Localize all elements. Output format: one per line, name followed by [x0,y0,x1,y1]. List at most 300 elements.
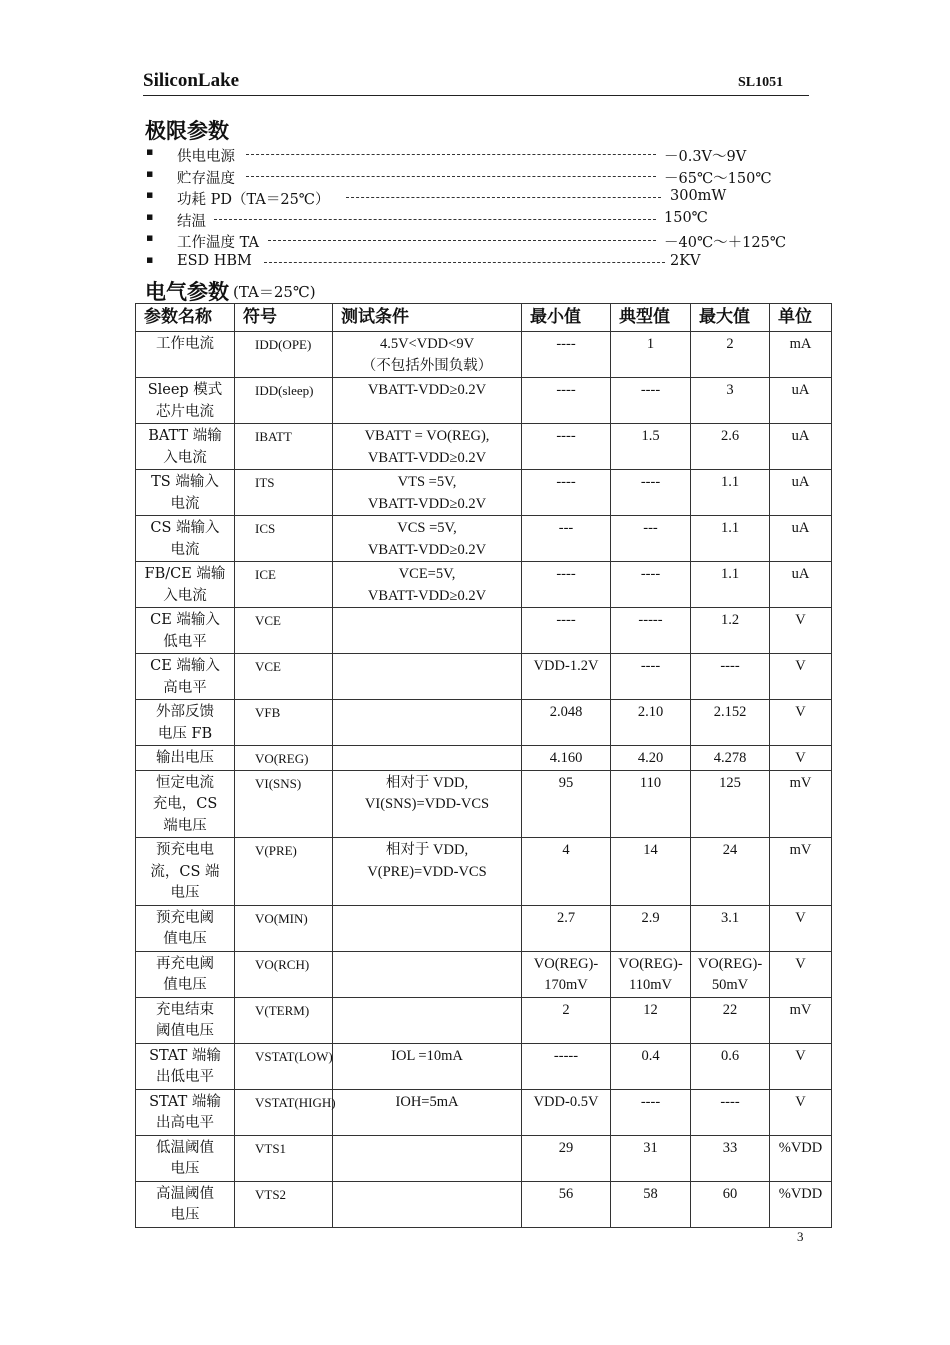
table-header-row [136,304,832,332]
unit-cell: V [770,951,832,997]
typ-value-cell [611,608,691,654]
leader-dashes [214,219,656,220]
cell-line: STAT 端输 [149,1047,221,1064]
limit-value: 2KV [670,252,701,269]
unit-cell: V [770,905,832,951]
cell-line: 31 [643,1139,658,1156]
table-row [136,1089,832,1135]
page-number: 3 [797,1229,804,1244]
cell-line: ---- [556,612,576,628]
cell-line: 110 [639,774,662,791]
header-min: 最小值 [522,304,611,332]
test-condition-cell [333,608,522,654]
cell-line: 4.278 [713,750,747,766]
test-condition-cell [333,424,522,470]
cell-line: 低电平 [163,633,207,650]
test-condition-cell [333,1181,522,1227]
cell-line: ---- [640,382,661,398]
param-name-cell [136,1181,235,1227]
cell-line: ---- [720,658,740,674]
test-condition-cell [333,654,522,700]
symbol-cell: V(TERM) [235,997,333,1043]
min-value-cell [522,470,611,516]
cell-line: 12 [643,1001,658,1018]
cell-line: VO(REG)- [697,955,763,972]
symbol-cell: VSTAT(HIGH) [235,1089,333,1135]
symbol-cell: VFB [235,700,333,746]
table-row [136,1181,832,1227]
param-name-cell [136,332,235,378]
cell-line: 2.10 [637,704,664,720]
param-name-cell [136,562,235,608]
cell-line: 入电流 [163,449,207,466]
max-value-cell [691,470,770,516]
cell-line: 相对于 VDD, [385,842,469,858]
table-row [136,562,832,608]
symbol-cell: VO(RCH) [235,951,333,997]
cell-line: 外部反馈 [156,704,214,720]
param-name-cell [136,951,235,997]
table-row [136,905,832,951]
typ-value-cell [611,770,691,838]
max-value-cell [691,1043,770,1089]
electrical-condition: (TA＝25℃) [233,283,316,301]
cell-line: IOL =10mA [391,1047,463,1064]
symbol-cell: ITS [235,470,333,516]
cell-line: ----- [553,1047,579,1064]
cell-line: 高电平 [163,679,207,696]
max-value-cell [691,838,770,906]
cell-line: VBATT-VDD≥0.2V [367,382,487,398]
test-condition-cell [333,1135,522,1181]
param-name-cell [136,997,235,1043]
table-row [136,746,832,771]
cell-line: 14 [643,842,658,858]
param-name-cell [136,654,235,700]
leader-dashes [246,154,656,155]
electrical-params-table [135,303,832,1228]
limit-label: 工作温度 TA [177,235,259,251]
header-symbol: 符号 [235,304,333,332]
min-value-cell [522,1181,611,1227]
header-model: SL1051 [738,75,784,90]
min-value-cell [522,700,611,746]
typ-value-cell [611,378,691,424]
cell-line: 3 [726,382,734,398]
test-condition-cell [333,838,522,906]
cell-line: --- [643,520,658,536]
cell-line: 4.160 [549,750,583,766]
max-value-cell [691,1089,770,1135]
min-value-cell [522,838,611,906]
cell-line: 电压 FB [157,725,213,742]
unit-cell: mV [770,838,832,906]
min-value-cell [522,746,611,771]
table-row [136,470,832,516]
max-value-cell [691,997,770,1043]
cell-line: ---- [720,1093,740,1110]
typ-value-cell [611,562,691,608]
max-value-cell [691,1181,770,1227]
leader-dashes [346,197,661,198]
cell-line: 2 [726,336,734,352]
cell-line: 1 [646,336,655,352]
min-value-cell [522,1135,611,1181]
max-value-cell [691,378,770,424]
cell-line: VBATT-VDD≥0.2V [367,495,487,512]
cell-line: 1.5 [641,428,660,444]
unit-cell: uA [770,470,832,516]
param-name-cell [136,746,235,771]
symbol-cell: IBATT [235,424,333,470]
leader-dashes [246,176,656,177]
typ-value-cell [611,1181,691,1227]
header-max: 最大值 [691,304,770,332]
bullet-icon: ▪ [146,252,154,266]
cell-line: 端电压 [163,817,207,834]
min-value-cell [522,516,611,562]
cell-line: 22 [722,1001,738,1018]
cell-line: ---- [556,428,576,444]
cell-line: 0.6 [720,1047,740,1064]
typ-value-cell [611,654,691,700]
header-divider [143,95,809,96]
unit-cell: %VDD [770,1135,832,1181]
cell-line: VBATT-VDD≥0.2V [367,587,487,604]
symbol-cell: VO(REG) [235,746,333,771]
symbol-cell: IDD(sleep) [235,378,333,424]
cell-line: 值电压 [163,977,207,993]
max-value-cell [691,746,770,771]
cell-line: VO(REG)- [533,955,599,972]
unit-cell: mA [770,332,832,378]
electrical-title: 电气参数 [145,279,229,304]
leader-dashes [268,240,656,241]
param-name-cell [136,1089,235,1135]
cell-line: ---- [556,566,576,582]
cell-line: Sleep 模式 [147,382,223,398]
header-typ: 典型值 [611,304,691,332]
unit-cell: V [770,608,832,654]
cell-line: STAT 端输 [149,1093,221,1110]
symbol-cell: VI(SNS) [235,770,333,838]
cell-line: 110mV [629,977,672,993]
cell-line: 充电结束 [156,1001,214,1018]
table-row [136,1135,832,1181]
typ-value-cell [611,838,691,906]
max-value-cell [691,424,770,470]
cell-line: 33 [722,1139,738,1156]
unit-cell: V [770,700,832,746]
test-condition-cell [333,951,522,997]
typ-value-cell [611,1135,691,1181]
symbol-cell: ICS [235,516,333,562]
cell-line: 阈值电压 [156,1023,214,1039]
table-row [136,997,832,1043]
limit-value: 300mW [670,188,727,204]
test-condition-cell [333,470,522,516]
param-name-cell [136,378,235,424]
cell-line: IOH=5mA [395,1093,459,1110]
header-param-name: 参数名称 [136,304,235,332]
cell-line: 4 [562,842,570,858]
limit-label: 功耗 PD（TA＝25℃） [177,192,330,208]
cell-line: 29 [558,1139,574,1156]
cell-line: 恒定电流 [156,774,214,791]
header-test-condition: 测试条件 [333,304,522,332]
symbol-cell: V(PRE) [235,838,333,906]
table-row [136,700,832,746]
bullet-icon: ▪ [146,145,154,158]
unit-cell: V [770,654,832,700]
typ-value-cell [611,951,691,997]
cell-line: 1.1 [720,474,740,490]
cell-line: 电压 [170,1161,200,1177]
test-condition-cell [333,1043,522,1089]
cell-line: 125 [719,774,741,791]
cell-line: 1.1 [720,566,740,582]
unit-cell: V [770,1043,832,1089]
cell-line: 出高电平 [156,1115,214,1131]
cell-line: ----- [638,612,663,628]
max-value-cell [691,332,770,378]
test-condition-cell [333,770,522,838]
cell-line: 170mV [544,977,588,993]
param-name-cell [136,608,235,654]
cell-line: ---- [640,474,661,490]
table-row [136,332,832,378]
param-name-cell [136,905,235,951]
min-value-cell [522,654,611,700]
bullet-icon: ▪ [146,166,154,180]
typ-value-cell [611,746,691,771]
cell-line: ---- [640,566,661,582]
header-unit: 单位 [770,304,832,332]
typ-value-cell [611,1089,691,1135]
limit-value: 150℃ [664,209,708,226]
cell-line: VI(SNS)=VDD-VCS [364,796,490,812]
unit-cell: uA [770,424,832,470]
unit-cell: V [770,746,832,771]
cell-line: 1.2 [720,612,740,628]
cell-line: VCE=5V, [398,566,456,582]
cell-line: 2.7 [556,909,576,926]
cell-line: 2.6 [720,428,740,444]
cell-line: VDD-1.2V [533,658,599,674]
cell-line: VBATT-VDD≥0.2V [367,449,487,466]
bullet-icon: ▪ [146,231,154,244]
min-value-cell [522,1043,611,1089]
typ-value-cell [611,424,691,470]
cell-line: 58 [643,1185,658,1202]
cell-line: ---- [556,474,576,490]
limit-label: ESD HBM [177,252,252,269]
typ-value-cell [611,470,691,516]
table-row [136,1043,832,1089]
cell-line: VBATT-VDD≥0.2V [367,541,487,558]
unit-cell: V [770,1089,832,1135]
cell-line: 输出电压 [156,750,214,766]
typ-value-cell [611,332,691,378]
cell-line: 值电压 [163,931,207,947]
cell-line: 工作电流 [156,336,214,352]
limit-label: 贮存温度 [177,170,235,187]
cell-line: 50mV [711,977,749,993]
cell-line: ---- [640,658,661,674]
max-value-cell [691,654,770,700]
cell-line: VO(REG)- [618,955,683,972]
cell-line: 4.5V<VDD<9V [379,336,475,352]
cell-line: ---- [640,1093,661,1110]
unit-cell: mV [770,997,832,1043]
min-value-cell [522,378,611,424]
cell-line: CE 端输入 [150,612,220,628]
cell-line: 2 [562,1001,570,1018]
cell-line: BATT 端输 [148,428,222,444]
test-condition-cell [333,997,522,1043]
cell-line: 流，CS 端 [150,863,220,880]
min-value-cell [522,332,611,378]
symbol-cell: IDD(OPE) [235,332,333,378]
cell-line: 电压 [170,885,200,901]
param-name-cell [136,516,235,562]
cell-line: 再充电阈 [156,955,214,972]
test-condition-cell [333,905,522,951]
test-condition-cell [333,332,522,378]
min-value-cell [522,562,611,608]
cell-line: 95 [558,774,574,791]
min-value-cell [522,997,611,1043]
cell-line: 低温阈值 [156,1139,214,1156]
cell-line: 相对于 VDD, [385,774,469,791]
table-row [136,378,832,424]
param-name-cell [136,700,235,746]
cell-line: 2.048 [549,704,583,720]
cell-line: CS 端输入 [150,520,220,536]
typ-value-cell [611,700,691,746]
cell-line: 2.152 [713,704,747,720]
cell-line: VTS =5V, [397,474,457,490]
symbol-cell: VTS2 [235,1181,333,1227]
unit-cell: uA [770,516,832,562]
header-brand: SiliconLake [143,70,240,91]
cell-line: --- [558,520,574,536]
param-name-cell [136,470,235,516]
max-value-cell [691,951,770,997]
limit-label: 供电电源 [177,149,235,165]
cell-line: 电流 [170,495,200,512]
unit-cell: uA [770,378,832,424]
table-row [136,608,832,654]
symbol-cell: VCE [235,608,333,654]
cell-line: 56 [558,1185,574,1202]
param-name-cell [136,1043,235,1089]
typ-value-cell [611,1043,691,1089]
max-value-cell [691,905,770,951]
cell-line: ---- [556,336,576,352]
symbol-cell: VSTAT(LOW) [235,1043,333,1089]
test-condition-cell [333,746,522,771]
test-condition-cell [333,516,522,562]
cell-line: VBATT = VO(REG), [364,428,490,444]
cell-line: 电流 [170,541,200,558]
cell-line: 充电，CS [152,796,218,812]
max-value-cell [691,700,770,746]
limits-title: 极限参数 [145,118,229,143]
unit-cell: uA [770,562,832,608]
param-name-cell [136,1135,235,1181]
min-value-cell [522,770,611,838]
symbol-cell: ICE [235,562,333,608]
cell-line: VDD-0.5V [533,1093,599,1110]
cell-line: TS 端输入 [151,474,219,490]
table-row [136,654,832,700]
bullet-icon: ▪ [146,188,154,201]
cell-line: 芯片电流 [156,403,214,420]
cell-line: 电压 [170,1207,200,1223]
typ-value-cell [611,997,691,1043]
min-value-cell [522,608,611,654]
symbol-cell: VO(MIN) [235,905,333,951]
limit-value: －65℃～150℃ [664,170,772,187]
symbol-cell: VCE [235,654,333,700]
cell-line: 高温阈值 [156,1185,214,1202]
min-value-cell [522,951,611,997]
param-name-cell [136,424,235,470]
leader-dashes [264,262,665,263]
param-name-cell [136,770,235,838]
cell-line: 预充电阈 [156,909,214,926]
max-value-cell [691,608,770,654]
max-value-cell [691,1135,770,1181]
cell-line: 24 [722,842,738,858]
table-row [136,770,832,838]
cell-line: 0.4 [641,1047,660,1064]
test-condition-cell [333,562,522,608]
table-row [136,951,832,997]
cell-line: ---- [556,382,576,398]
min-value-cell [522,1089,611,1135]
bullet-icon: ▪ [146,209,154,223]
cell-line: V(PRE)=VDD-VCS [367,863,487,880]
limit-label: 结温 [177,213,206,230]
cell-line: 3.1 [720,909,740,926]
cell-line: （不包括外围负载） [361,357,493,374]
unit-cell: %VDD [770,1181,832,1227]
max-value-cell [691,770,770,838]
cell-line: 2.9 [641,909,660,926]
max-value-cell [691,516,770,562]
typ-value-cell [611,516,691,562]
table-row [136,424,832,470]
cell-line: VCS =5V, [397,520,457,536]
symbol-cell: VTS1 [235,1135,333,1181]
cell-line: 60 [722,1185,738,1202]
typ-value-cell [611,905,691,951]
param-name-cell [136,838,235,906]
cell-line: 出低电平 [156,1069,214,1085]
test-condition-cell [333,700,522,746]
cell-line: 入电流 [163,587,207,604]
limit-value: －40℃～＋125℃ [664,235,787,251]
min-value-cell [522,424,611,470]
cell-line: 预充电电 [156,842,214,858]
limit-value: －0.3V～9V [664,149,747,165]
cell-line: FB/CE 端输 [144,566,226,582]
test-condition-cell [333,1089,522,1135]
cell-line: 1.1 [720,520,740,536]
table-row [136,838,832,906]
